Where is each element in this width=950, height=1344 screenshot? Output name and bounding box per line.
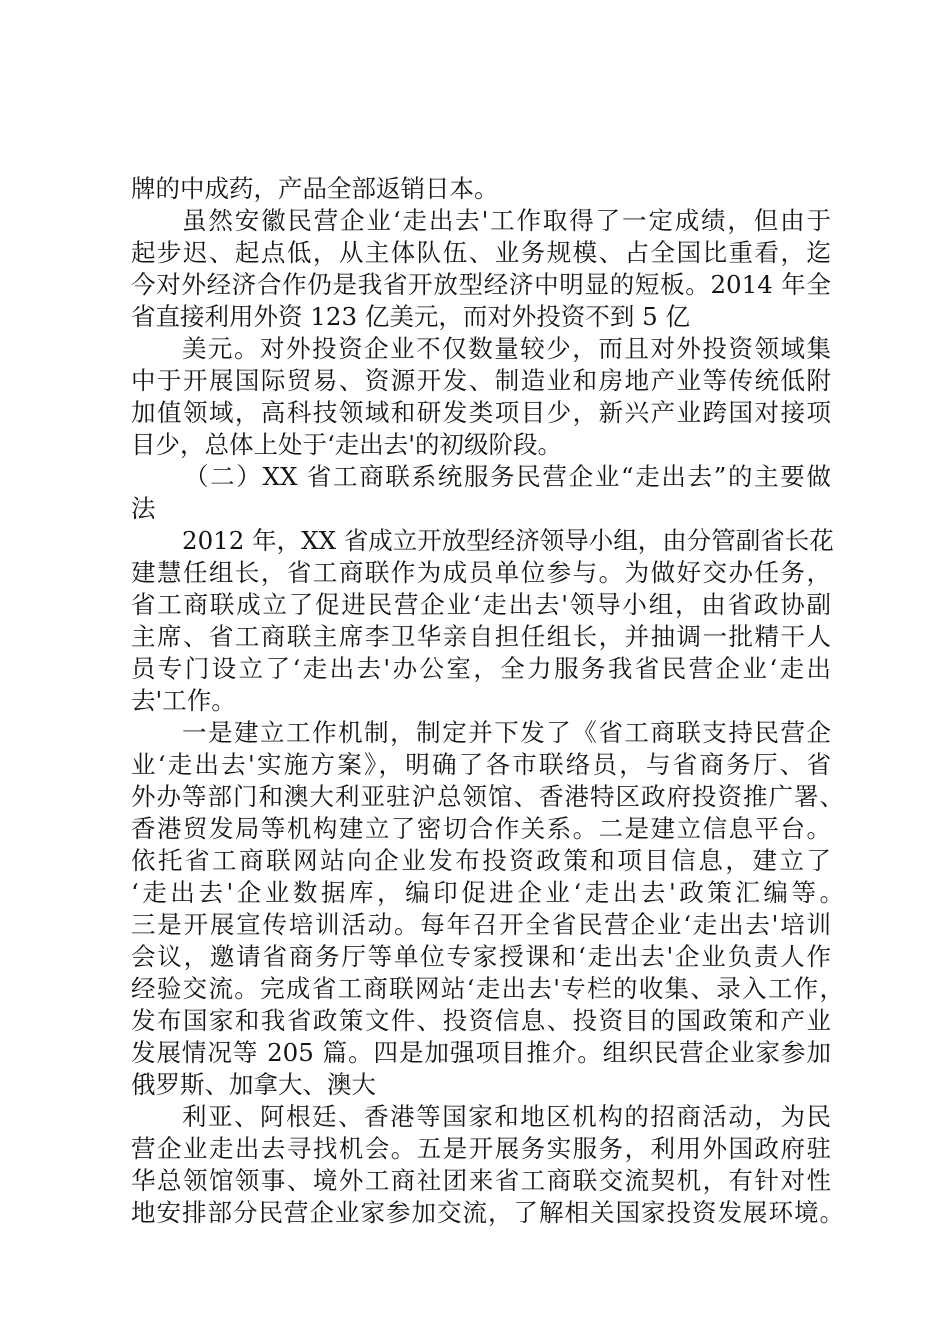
text-line: 利亚、阿根廷、香港等国家和地区机构的招商活动，为民 [182, 1102, 831, 1131]
text-line: 2012 年，XX 省成立开放型经济领导小组，由分管副省长花 [182, 526, 834, 555]
text-line: 建慧任组长，省工商联作为成员单位参与。为做好交办任务， [131, 558, 831, 587]
text-line: 员专门设立了‘走出去'办公室，全力服务我省民营企业‘走出 [131, 654, 831, 683]
text-line: 三是开展宣传培训活动。每年召开全省民营企业‘走出去'培训 [131, 910, 831, 939]
text-line: 目少，总体上处于‘走出去'的初级阶段。 [131, 430, 563, 459]
text-line: ‘走出去'企业数据库，编印促进企业‘走出去'政策汇编等。 [131, 878, 844, 907]
text-line: 主席、省工商联主席李卫华亲自担任组长，并抽调一批精干人 [131, 622, 831, 651]
text-line: 省直接利用外资 123 亿美元，而对外投资不到 5 亿 [131, 302, 690, 331]
text-line: 加值领域，高科技领域和研发类项目少，新兴产业跨国对接项 [131, 398, 831, 427]
text-line: 经验交流。完成省工商联网站‘走出去'专栏的收集、录入工作， [131, 974, 844, 1003]
text-line: 中于开展国际贸易、资源开发、制造业和房地产业等传统低附 [131, 366, 831, 395]
text-line: 起步迟、起点低，从主体队伍、业务规模、占全国比重看，迄 [131, 238, 831, 267]
text-line: 去'工作。 [131, 686, 236, 715]
text-line: 地安排部分民营企业家参加交流，了解相关国家投资发展环境。 [131, 1198, 844, 1227]
text-line: 业‘走出去'实施方案》，明确了各市联络员，与省商务厅、省 [131, 750, 831, 779]
text-line: 发布国家和我省政策文件、投资信息、投资目的国政策和产业 [131, 1006, 831, 1035]
text-line: 营企业走出去寻找机会。五是开展务实服务，利用外国政府驻 [131, 1134, 831, 1163]
text-line: 牌的中成药，产品全部返销日本。 [131, 174, 499, 203]
text-line: 省工商联成立了促进民营企业‘走出去'领导小组，由省政协副 [131, 590, 831, 619]
text-line: 华总领馆领事、境外工商社团来省工商联交流契机，有针对性 [131, 1166, 831, 1195]
text-line: 香港贸发局等机构建立了密切合作关系。二是建立信息平台。 [131, 814, 831, 843]
text-line: 今对外经济合作仍是我省开放型经济中明显的短板。2014 年全 [131, 270, 831, 299]
text-line: 会议，邀请省商务厅等单位专家授课和‘走出去'企业负责人作 [131, 942, 831, 971]
text-line: 虽然安徽民营企业‘走出去'工作取得了一定成绩，但由于 [182, 206, 831, 235]
section-heading: 法 [131, 494, 156, 523]
text-line: 一是建立工作机制，制定并下发了《省工商联支持民营企 [182, 718, 831, 747]
text-line: 俄罗斯、加拿大、澳大 [131, 1070, 376, 1099]
text-line: 美元。对外投资企业不仅数量较少，而且对外投资领域集 [182, 334, 831, 363]
text-line: 依托省工商联网站向企业发布投资政策和项目信息，建立了 [131, 846, 831, 875]
section-heading: （二）XX 省工商联系统服务民营企业“走出去”的主要做 [184, 462, 831, 491]
text-line: 外办等部门和澳大利亚驻沪总领馆、香港特区政府投资推广署、 [131, 782, 844, 811]
text-line: 发展情况等 205 篇。四是加强项目推介。组织民营企业家参加 [131, 1038, 831, 1067]
